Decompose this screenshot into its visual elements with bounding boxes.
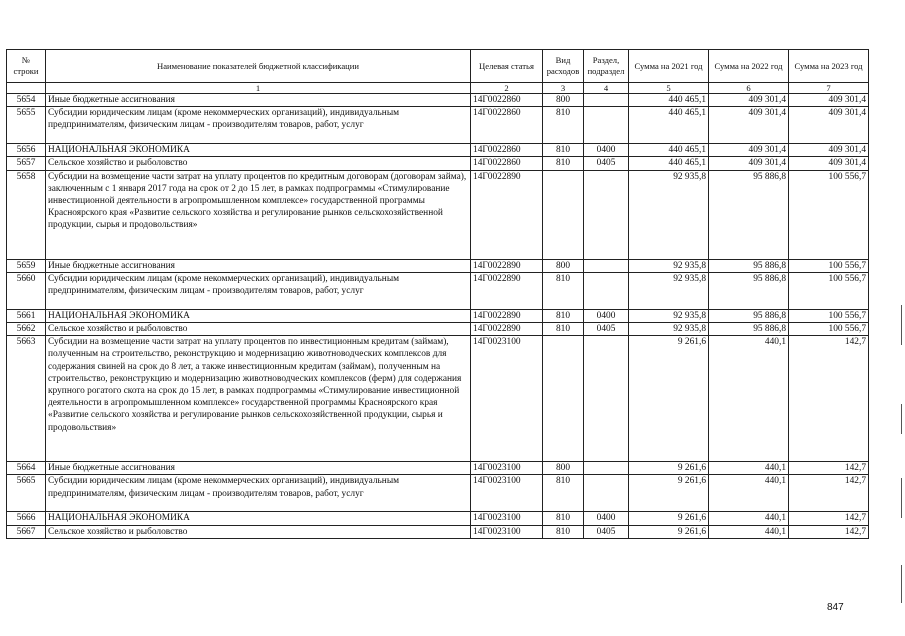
row-sum-2021: 9 261,6 (629, 525, 709, 538)
row-name: Субсидии на возмещение части затрат на уплату процентов по инвестиционным кредитам (займам), полученным на строительство, реконструкцию и модернизацию животноводческих комплексов для содержания свиней на срок до 8 лет, а также инвестиционным кредитам (займам), полученным на строительство, реконструкцию и модернизацию животноводческих комплексов (ферм) для содержания крупного рогатого скота на срок до 15 лет, в рамках подпрограммы «Стимулирование инвестиционной деятельности в агропромышленном комплексе» государственной программы Красноярского края «Развитие сельского хозяйства и регулирование рынков сельскохозяйственной продукции, сырья и продовольствия» (46, 336, 471, 462)
row-target: 14Г0022890 (471, 323, 543, 336)
row-kind: 800 (543, 462, 584, 475)
col-number: 6 (709, 83, 789, 94)
row-sum-2023: 100 556,7 (789, 170, 869, 259)
row-sum-2021: 440 465,1 (629, 94, 709, 107)
row-sum-2021: 92 935,8 (629, 309, 709, 322)
col-number: 7 (789, 83, 869, 94)
row-kind: 810 (543, 144, 584, 157)
col-number: 5 (629, 83, 709, 94)
header-target: Целевая статья (471, 50, 543, 83)
table-row (7, 323, 869, 336)
row-target: 14Г0023100 (471, 336, 543, 462)
row-target: 14Г0023100 (471, 475, 543, 512)
header-name: Наименование показателей бюджетной классификации (46, 50, 471, 83)
row-target: 14Г0022860 (471, 144, 543, 157)
header-sum-2023: Сумма на 2023 год (789, 50, 869, 83)
row-sum-2023: 100 556,7 (789, 259, 869, 272)
row-kind: 810 (543, 512, 584, 525)
row-sum-2021: 92 935,8 (629, 272, 709, 309)
row-sum-2023: 142,7 (789, 336, 869, 462)
row-section: 0400 (584, 309, 629, 322)
row-number: 5667 (7, 525, 46, 538)
row-number: 5664 (7, 462, 46, 475)
row-section (584, 170, 629, 259)
row-name: НАЦИОНАЛЬНАЯ ЭКОНОМИКА (46, 144, 471, 157)
row-target: 14Г0022890 (471, 309, 543, 322)
row-sum-2021: 92 935,8 (629, 323, 709, 336)
table-row (7, 170, 869, 259)
col-number (7, 83, 46, 94)
row-sum-2021: 9 261,6 (629, 512, 709, 525)
table-row (7, 462, 869, 475)
row-target: 14Г0023100 (471, 512, 543, 525)
row-sum-2022: 409 301,4 (709, 94, 789, 107)
table-row (7, 475, 869, 512)
row-sum-2022: 440,1 (709, 475, 789, 512)
row-target: 14Г0022860 (471, 94, 543, 107)
row-number: 5663 (7, 336, 46, 462)
row-sum-2022: 409 301,4 (709, 107, 789, 144)
row-number: 5654 (7, 94, 46, 107)
scan-edge-mark (901, 478, 902, 518)
row-sum-2023: 100 556,7 (789, 323, 869, 336)
row-kind: 810 (543, 525, 584, 538)
row-kind: 800 (543, 94, 584, 107)
col-number: 2 (471, 83, 543, 94)
row-number: 5665 (7, 475, 46, 512)
row-kind: 800 (543, 259, 584, 272)
row-section (584, 94, 629, 107)
header-sum-2022: Сумма на 2022 год (709, 50, 789, 83)
column-number-row (7, 83, 869, 94)
table-row (7, 107, 869, 144)
row-target: 14Г0022890 (471, 272, 543, 309)
row-sum-2021: 9 261,6 (629, 462, 709, 475)
row-sum-2022: 440,1 (709, 336, 789, 462)
table-row (7, 259, 869, 272)
row-section (584, 259, 629, 272)
row-sum-2023: 409 301,4 (789, 94, 869, 107)
row-target: 14Г0022860 (471, 157, 543, 170)
row-number: 5659 (7, 259, 46, 272)
row-name: Иные бюджетные ассигнования (46, 259, 471, 272)
col-number: 1 (46, 83, 471, 94)
row-section: 0400 (584, 512, 629, 525)
row-sum-2022: 440,1 (709, 462, 789, 475)
row-number: 5656 (7, 144, 46, 157)
row-sum-2022: 409 301,4 (709, 144, 789, 157)
row-sum-2021: 92 935,8 (629, 170, 709, 259)
scan-edge-mark (901, 565, 902, 603)
table-row (7, 512, 869, 525)
table-row (7, 94, 869, 107)
row-sum-2021: 440 465,1 (629, 157, 709, 170)
row-sum-2023: 142,7 (789, 512, 869, 525)
row-name: Сельское хозяйство и рыболовство (46, 157, 471, 170)
row-number: 5657 (7, 157, 46, 170)
table-row (7, 272, 869, 309)
row-number: 5655 (7, 107, 46, 144)
row-name: НАЦИОНАЛЬНАЯ ЭКОНОМИКА (46, 512, 471, 525)
row-sum-2023: 409 301,4 (789, 144, 869, 157)
row-sum-2021: 92 935,8 (629, 259, 709, 272)
row-name: Субсидии на возмещение части затрат на уплату процентов по кредитным договорам (договорам займа), заключенным с 1 января 2017 года на срок от 2 до 15 лет, в рамках подпрограммы «Стимулирование инвестиционной деятельности в агропромышленном комплексе» государственной программы Красноярского края «Развитие сельского хозяйства и регулирование рынков сельскохозяйственной продукции, сырья и продовольствия» (46, 170, 471, 259)
header-sum-2021: Сумма на 2021 год (629, 50, 709, 83)
row-sum-2022: 440,1 (709, 525, 789, 538)
row-kind: 810 (543, 475, 584, 512)
row-sum-2022: 95 886,8 (709, 323, 789, 336)
row-target: 14Г0022860 (471, 107, 543, 144)
row-kind: 810 (543, 157, 584, 170)
row-number: 5662 (7, 323, 46, 336)
col-number: 4 (584, 83, 629, 94)
row-name: Субсидии юридическим лицам (кроме некоммерческих организаций), индивидуальным предпринимателям, физическим лицам - производителям товаров, работ, услуг (46, 272, 471, 309)
row-kind: 810 (543, 107, 584, 144)
row-name: Субсидии юридическим лицам (кроме некоммерческих организаций), индивидуальным предпринимателям, физическим лицам - производителям товаров, работ, услуг (46, 107, 471, 144)
header-row-no: № строки (7, 50, 46, 83)
row-kind: 810 (543, 323, 584, 336)
row-section: 0405 (584, 323, 629, 336)
row-name: Сельское хозяйство и рыболовство (46, 323, 471, 336)
row-target: 14Г0023100 (471, 462, 543, 475)
header-row (7, 50, 869, 83)
row-sum-2023: 142,7 (789, 462, 869, 475)
row-section: 0405 (584, 525, 629, 538)
row-section (584, 336, 629, 462)
row-sum-2021: 440 465,1 (629, 144, 709, 157)
row-section (584, 462, 629, 475)
row-sum-2022: 440,1 (709, 512, 789, 525)
row-kind (543, 336, 584, 462)
row-section (584, 475, 629, 512)
row-sum-2023: 409 301,4 (789, 157, 869, 170)
row-number: 5658 (7, 170, 46, 259)
row-kind: 810 (543, 272, 584, 309)
row-number: 5661 (7, 309, 46, 322)
row-sum-2021: 9 261,6 (629, 336, 709, 462)
row-name: Иные бюджетные ассигнования (46, 94, 471, 107)
row-section: 0405 (584, 157, 629, 170)
scan-edge-mark (901, 305, 902, 345)
page-number: 847 (827, 602, 844, 613)
row-section (584, 272, 629, 309)
row-kind: 810 (543, 309, 584, 322)
header-section: Раздел, подраздел (584, 50, 629, 83)
header-kind: Вид расходов (543, 50, 584, 83)
table-row (7, 157, 869, 170)
row-name: Сельское хозяйство и рыболовство (46, 525, 471, 538)
row-sum-2023: 100 556,7 (789, 272, 869, 309)
row-sum-2022: 95 886,8 (709, 272, 789, 309)
row-target: 14Г0023100 (471, 525, 543, 538)
row-sum-2021: 9 261,6 (629, 475, 709, 512)
row-name: НАЦИОНАЛЬНАЯ ЭКОНОМИКА (46, 309, 471, 322)
col-number: 3 (543, 83, 584, 94)
row-sum-2021: 440 465,1 (629, 107, 709, 144)
row-name: Субсидии юридическим лицам (кроме некоммерческих организаций), индивидуальным предпринимателям, физическим лицам - производителям товаров, работ, услуг (46, 475, 471, 512)
row-number: 5666 (7, 512, 46, 525)
table-row (7, 309, 869, 322)
row-sum-2023: 142,7 (789, 525, 869, 538)
row-number: 5660 (7, 272, 46, 309)
row-sum-2022: 95 886,8 (709, 309, 789, 322)
table-row (7, 525, 869, 538)
table-row (7, 144, 869, 157)
row-sum-2022: 409 301,4 (709, 157, 789, 170)
row-target: 14Г0022890 (471, 170, 543, 259)
row-section: 0400 (584, 144, 629, 157)
budget-table (6, 49, 869, 539)
row-kind (543, 170, 584, 259)
table-row (7, 336, 869, 462)
row-sum-2023: 142,7 (789, 475, 869, 512)
row-section (584, 107, 629, 144)
row-sum-2023: 100 556,7 (789, 309, 869, 322)
row-name: Иные бюджетные ассигнования (46, 462, 471, 475)
row-sum-2022: 95 886,8 (709, 170, 789, 259)
row-target: 14Г0022890 (471, 259, 543, 272)
scan-edge-mark (901, 404, 902, 434)
row-sum-2022: 95 886,8 (709, 259, 789, 272)
row-sum-2023: 409 301,4 (789, 107, 869, 144)
